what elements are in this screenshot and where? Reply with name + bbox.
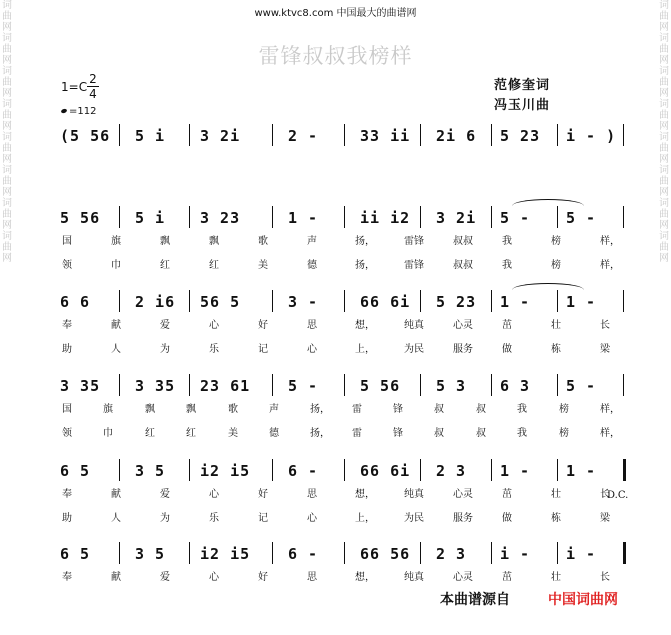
lyric-word: 纯真 — [404, 320, 424, 331]
watermark-glyph: 词 — [659, 198, 669, 209]
watermark-glyph: 曲 — [659, 44, 669, 55]
barline — [189, 124, 190, 146]
lyric-word: 茁 — [502, 320, 512, 331]
lyric-word: 榜 — [559, 428, 569, 439]
watermark-glyph: 网 — [2, 55, 12, 66]
barline — [272, 206, 273, 228]
lyric-word: 榜 — [559, 404, 569, 415]
barline — [344, 124, 345, 146]
lyric-word: 爱 — [160, 489, 170, 500]
lyric-word: 叔叔 — [453, 236, 473, 247]
watermark-glyph: 网 — [2, 121, 12, 132]
lyric-word: 心 — [209, 320, 219, 331]
lyric-word: 雷锋 — [404, 236, 424, 247]
watermark-glyph: 网 — [659, 88, 669, 99]
barline — [420, 542, 421, 564]
watermark-glyph: 曲 — [2, 209, 12, 220]
lyric-word: 飘 — [209, 236, 219, 247]
barline — [119, 542, 120, 564]
lyric-word: 服务 — [453, 513, 473, 524]
measure: 66 6i — [360, 293, 411, 311]
watermark-glyph: 网 — [2, 220, 12, 231]
measure: 6 5 — [60, 545, 91, 563]
lyric-word: 红 — [186, 428, 196, 439]
barline — [344, 542, 345, 564]
lyric-word: 奉 — [62, 320, 72, 331]
lyric-word: 思 — [307, 489, 317, 500]
watermark-glyph: 词 — [2, 231, 12, 242]
lyric-word: 为 — [160, 513, 170, 524]
lyric-word: 壮 — [551, 489, 561, 500]
lyric-line — [0, 256, 671, 270]
lyric-word: 我 — [517, 428, 527, 439]
barline — [119, 290, 120, 312]
watermark-glyph: 网 — [659, 55, 669, 66]
measure: 5 - — [500, 209, 531, 227]
watermark-glyph: 曲 — [659, 143, 669, 154]
lyric-word: 德 — [307, 260, 317, 271]
watermark-glyph: 词 — [659, 99, 669, 110]
measure: 3 2i — [436, 209, 477, 227]
lyric-word: 奉 — [62, 489, 72, 500]
measure: 3 5 — [135, 462, 166, 480]
quarter-note-icon — [60, 108, 67, 114]
site-url[interactable]: www.ktvc8.com 中国最大的曲谱网 — [254, 8, 417, 19]
watermark-glyph: 网 — [659, 154, 669, 165]
barline — [623, 459, 626, 481]
barline — [189, 206, 190, 228]
lyric-word: 栋 — [551, 344, 561, 355]
measure: 6 5 — [60, 462, 91, 480]
tie-arc — [512, 199, 584, 206]
measure: 5 23 — [500, 127, 541, 145]
lyric-word: 红 — [209, 260, 219, 271]
measure: 2 3 — [436, 462, 467, 480]
lyric-word: 叔 — [476, 428, 486, 439]
barline — [272, 124, 273, 146]
lyric-line — [0, 568, 671, 582]
barline — [189, 374, 190, 396]
watermark-glyph: 曲 — [2, 77, 12, 88]
lyric-word: 扬， — [355, 236, 375, 247]
barline — [344, 206, 345, 228]
measure: 3 35 — [135, 377, 176, 395]
lyric-word: 想， — [355, 489, 375, 500]
lyric-word: 歌 — [258, 236, 268, 247]
watermark-glyph: 词 — [659, 66, 669, 77]
lyric-word: 领 — [62, 260, 72, 271]
watermark-glyph: 词 — [659, 0, 669, 11]
lyric-line — [0, 400, 671, 414]
lyric-word: 锋 — [393, 428, 403, 439]
lyric-word: 榜 — [551, 236, 561, 247]
lyric-word: 乐 — [209, 513, 219, 524]
watermark-glyph: 词 — [2, 33, 12, 44]
barline — [344, 374, 345, 396]
da-capo: D.C. — [607, 490, 629, 501]
watermark-glyph: 词 — [2, 165, 12, 176]
watermark-glyph: 词 — [2, 99, 12, 110]
measure: 5 i — [135, 127, 166, 145]
barline — [119, 124, 120, 146]
measure: 23 61 — [200, 377, 251, 395]
barline — [623, 290, 624, 312]
lyric-line — [0, 232, 671, 246]
lyric-word: 声 — [307, 236, 317, 247]
lyric-line — [0, 424, 671, 438]
measure: 56 5 — [200, 293, 241, 311]
lyric-word: 爱 — [160, 572, 170, 583]
lyric-word: 国 — [62, 404, 72, 415]
lyric-word: 思 — [307, 572, 317, 583]
measure: 6 6 — [60, 293, 91, 311]
measure: (5 56 — [60, 127, 111, 145]
lyric-word: 做 — [502, 344, 512, 355]
lyric-word: 叔 — [434, 428, 444, 439]
watermark-glyph: 曲 — [659, 110, 669, 121]
time-bottom: 4 — [89, 87, 97, 101]
measure: 5 - — [566, 209, 597, 227]
measure: 1 - — [500, 293, 531, 311]
barline — [420, 124, 421, 146]
lyric-word: 叔 — [476, 404, 486, 415]
barline — [557, 206, 558, 228]
watermark-glyph: 曲 — [659, 209, 669, 220]
measure: 1 - — [566, 293, 597, 311]
time-signature — [87, 72, 99, 101]
measure: 3 - — [288, 293, 319, 311]
measure: 3 5 — [135, 545, 166, 563]
key-label: 1=C — [61, 80, 88, 94]
watermark-glyph: 曲 — [2, 176, 12, 187]
watermark-glyph: 网 — [2, 187, 12, 198]
lyric-word: 我 — [502, 236, 512, 247]
measure: 2 3 — [436, 545, 467, 563]
lyric-word: 爱 — [160, 320, 170, 331]
barline — [272, 542, 273, 564]
lyric-word: 奉 — [62, 572, 72, 583]
lyric-word: 献 — [111, 572, 121, 583]
measure: 33 ii — [360, 127, 411, 145]
lyric-word: 叔叔 — [453, 260, 473, 271]
barline — [623, 542, 626, 564]
watermark-glyph: 曲 — [2, 44, 12, 55]
measure: 5 - — [566, 377, 597, 395]
lyric-word: 壮 — [551, 572, 561, 583]
watermark-glyph: 词 — [659, 132, 669, 143]
watermark-glyph: 网 — [659, 220, 669, 231]
measure: i - — [566, 545, 597, 563]
time-top: 2 — [87, 72, 99, 87]
lyric-word: 心 — [209, 489, 219, 500]
barline — [344, 290, 345, 312]
barline — [491, 374, 492, 396]
lyric-word: 样， — [600, 404, 620, 415]
measure: i - — [500, 545, 531, 563]
measure: i2 i5 — [200, 545, 251, 563]
barline — [420, 290, 421, 312]
measure: 5 23 — [436, 293, 477, 311]
lyric-word: 长 — [600, 320, 610, 331]
lyric-word: 榜 — [551, 260, 561, 271]
measure: ii i2 — [360, 209, 411, 227]
lyric-word: 雷 — [352, 404, 362, 415]
watermark-glyph: 网 — [2, 88, 12, 99]
key-signature — [61, 72, 97, 101]
measure: 1 - — [566, 462, 597, 480]
lyric-word: 歌 — [228, 404, 238, 415]
lyric-word: 美 — [258, 260, 268, 271]
lyric-line — [0, 340, 671, 354]
lyric-word: 红 — [145, 428, 155, 439]
lyric-word: 红 — [160, 260, 170, 271]
barline — [420, 459, 421, 481]
lyric-word: 人 — [111, 513, 121, 524]
lyric-word: 样， — [600, 236, 620, 247]
barline — [119, 459, 120, 481]
watermark-glyph: 词 — [659, 165, 669, 176]
measure: 1 - — [288, 209, 319, 227]
measure: 6 3 — [500, 377, 531, 395]
lyric-line — [0, 316, 671, 330]
barline — [189, 542, 190, 564]
lyricist-credit: 范修奎词 — [494, 78, 551, 93]
lyric-word: 德 — [269, 428, 279, 439]
watermark-glyph: 词 — [659, 231, 669, 242]
lyric-word: 好 — [258, 572, 268, 583]
watermark-glyph: 曲 — [2, 11, 12, 22]
lyric-word: 记 — [258, 344, 268, 355]
measure: 1 - — [500, 462, 531, 480]
tie-arc — [512, 283, 584, 290]
lyric-word: 献 — [111, 320, 121, 331]
lyric-word: 茁 — [502, 489, 512, 500]
lyric-word: 好 — [258, 489, 268, 500]
composer-credit: 冯玉川曲 — [494, 98, 551, 113]
lyric-word: 乐 — [209, 344, 219, 355]
lyric-word: 样， — [600, 260, 620, 271]
measure: 6 - — [288, 462, 319, 480]
watermark-glyph: 词 — [2, 0, 12, 11]
lyric-word: 纯真 — [404, 572, 424, 583]
watermark-glyph: 网 — [2, 22, 12, 33]
barline — [491, 290, 492, 312]
measure: 3 2i — [200, 127, 241, 145]
lyric-word: 心灵 — [453, 489, 473, 500]
barline — [420, 374, 421, 396]
lyric-word: 心 — [209, 572, 219, 583]
barline — [557, 542, 558, 564]
lyric-word: 好 — [258, 320, 268, 331]
lyric-word: 纯真 — [404, 489, 424, 500]
watermark-glyph: 词 — [659, 33, 669, 44]
song-title: 雷锋叔叔我榜样 — [258, 44, 413, 68]
lyric-word: 梁 — [600, 513, 610, 524]
watermark-glyph: 曲 — [2, 110, 12, 121]
lyric-word: 记 — [258, 513, 268, 524]
measure: 66 6i — [360, 462, 411, 480]
watermark-glyph: 曲 — [659, 176, 669, 187]
lyric-word: 飘 — [145, 404, 155, 415]
barline — [491, 542, 492, 564]
watermark-glyph: 曲 — [2, 242, 12, 253]
lyric-word: 锋 — [393, 404, 403, 415]
lyric-word: 飘 — [186, 404, 196, 415]
lyric-word: 飘 — [160, 236, 170, 247]
lyric-word: 巾 — [111, 260, 121, 271]
barline — [119, 374, 120, 396]
measure: 5 56 — [60, 209, 101, 227]
barline — [623, 206, 624, 228]
barline — [344, 459, 345, 481]
lyric-word: 为 — [160, 344, 170, 355]
lyric-word: 美 — [228, 428, 238, 439]
barline — [272, 374, 273, 396]
barline — [189, 290, 190, 312]
measure: i - ) — [566, 127, 617, 145]
barline — [623, 374, 624, 396]
tempo-mark — [61, 106, 96, 117]
barline — [420, 206, 421, 228]
barline — [272, 290, 273, 312]
lyric-word: 献 — [111, 489, 121, 500]
watermark-glyph: 网 — [659, 121, 669, 132]
barline — [491, 459, 492, 481]
barline — [491, 206, 492, 228]
watermark-glyph: 网 — [659, 22, 669, 33]
lyric-word: 我 — [502, 260, 512, 271]
watermark-glyph: 曲 — [659, 77, 669, 88]
barline — [272, 459, 273, 481]
barline — [557, 374, 558, 396]
lyric-word: 叔 — [434, 404, 444, 415]
barline — [557, 459, 558, 481]
measure: 2 - — [288, 127, 319, 145]
lyric-word: 旗 — [103, 404, 113, 415]
measure: i2 i5 — [200, 462, 251, 480]
lyric-line — [0, 485, 671, 499]
measure: 2i 6 — [436, 127, 477, 145]
watermark-glyph: 曲 — [659, 242, 669, 253]
barline — [557, 290, 558, 312]
watermark-glyph: 网 — [659, 253, 669, 264]
watermark-glyph: 曲 — [2, 143, 12, 154]
lyric-word: 巾 — [103, 428, 113, 439]
lyric-word: 茁 — [502, 572, 512, 583]
source-label: 本曲谱源自 — [440, 592, 510, 608]
barline — [119, 206, 120, 228]
lyric-word: 扬， — [310, 428, 330, 439]
lyric-word: 心 — [307, 344, 317, 355]
lyric-word: 做 — [502, 513, 512, 524]
measure: 3 35 — [60, 377, 101, 395]
watermark-glyph: 词 — [2, 198, 12, 209]
lyric-word: 长 — [600, 572, 610, 583]
measure: 5 i — [135, 209, 166, 227]
barline — [623, 124, 624, 146]
measure: 5 - — [288, 377, 319, 395]
lyric-word: 国 — [62, 236, 72, 247]
lyric-word: 长 — [600, 489, 610, 500]
watermark-glyph: 网 — [659, 187, 669, 198]
lyric-word: 我 — [517, 404, 527, 415]
lyric-word: 扬， — [355, 260, 375, 271]
measure: 5 3 — [436, 377, 467, 395]
measure: 6 - — [288, 545, 319, 563]
lyric-word: 栋 — [551, 513, 561, 524]
lyric-word: 想， — [355, 320, 375, 331]
lyric-word: 为民 — [404, 513, 424, 524]
barline — [189, 459, 190, 481]
tempo-value: =112 — [69, 106, 97, 117]
lyric-word: 心灵 — [453, 320, 473, 331]
lyric-word: 心 — [307, 513, 317, 524]
lyric-word: 旗 — [111, 236, 121, 247]
lyric-word: 雷锋 — [404, 260, 424, 271]
lyric-word: 壮 — [551, 320, 561, 331]
measure: 2 i6 — [135, 293, 176, 311]
lyric-line — [0, 509, 671, 523]
lyric-word: 服务 — [453, 344, 473, 355]
watermark-glyph: 曲 — [659, 11, 669, 22]
lyric-word: 扬， — [310, 404, 330, 415]
lyric-word: 思 — [307, 320, 317, 331]
watermark-glyph: 词 — [2, 66, 12, 77]
lyric-word: 助 — [62, 344, 72, 355]
lyric-word: 雷 — [352, 428, 362, 439]
staff-line — [0, 127, 671, 167]
lyric-word: 想， — [355, 572, 375, 583]
lyric-word: 梁 — [600, 344, 610, 355]
barline — [557, 124, 558, 146]
lyric-word: 领 — [62, 428, 72, 439]
lyric-word: 样， — [600, 428, 620, 439]
lyric-word: 声 — [269, 404, 279, 415]
lyric-word: 上， — [355, 344, 375, 355]
watermark-glyph: 词 — [2, 132, 12, 143]
measure: 3 23 — [200, 209, 241, 227]
brand-link[interactable]: 中国词曲网 — [548, 592, 618, 608]
lyric-word: 上， — [355, 513, 375, 524]
measure: 5 56 — [360, 377, 401, 395]
barline — [491, 124, 492, 146]
watermark-glyph: 网 — [2, 253, 12, 264]
lyric-word: 为民 — [404, 344, 424, 355]
lyric-word: 心灵 — [453, 572, 473, 583]
lyric-word: 助 — [62, 513, 72, 524]
lyric-word: 人 — [111, 344, 121, 355]
watermark-glyph: 网 — [2, 154, 12, 165]
measure: 66 56 — [360, 545, 411, 563]
